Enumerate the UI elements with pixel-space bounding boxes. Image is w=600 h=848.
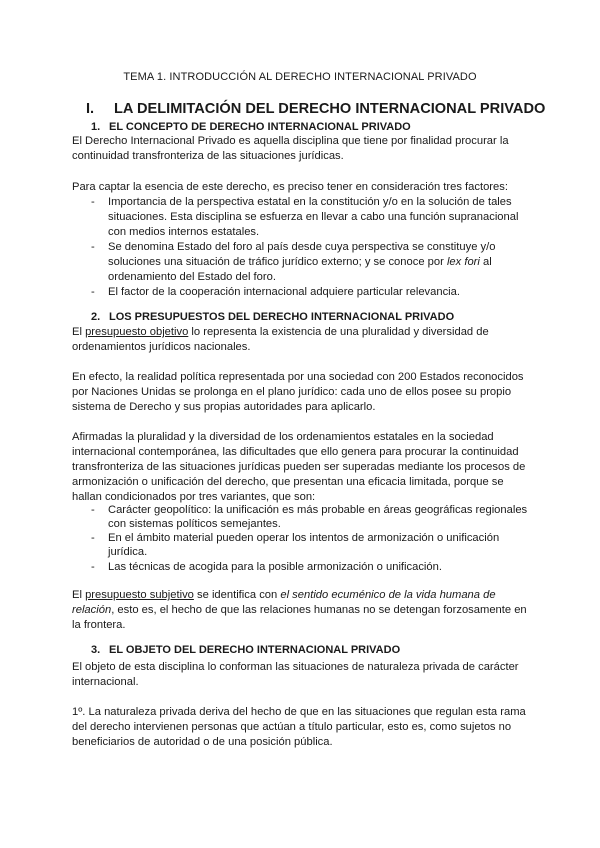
subsection-heading-2 [91,310,454,325]
subsection-title: EL OBJETO DEL DERECHO INTERNACIONAL PRIVADO [109,644,401,656]
paragraph-line: Afirmadas la pluralidad y la diversidad de los ordenamientos estatales en la sociedad [72,431,494,443]
text-span: se identifica con [193,589,281,601]
paragraph-line [72,588,496,603]
subsection-number: 3. [91,644,101,656]
bullet-dash: - [91,286,95,298]
bullet-dash: - [91,241,95,253]
italic-quote: relación [72,604,112,616]
paragraph-line: beneficiarios de autoridad o de una posición pública. [72,736,333,748]
paragraph-line: continuidad transfronteriza de las situaciones jurídicas. [72,150,344,162]
section-title: LA DELIMITACIÓN DEL DERECHO INTERNACIONAL PRIVADO [114,101,546,117]
paragraph-line: sistema de Derecho y sus propias autoridades para aplicarlo. [72,401,376,413]
paragraph-line: la frontera. [72,619,126,631]
bullet-line: con medios internos estatales. [108,226,260,238]
subsection-number: 1. [91,121,101,133]
subsection-title: LOS PRESUPUESTOS DEL DERECHO INTERNACIONAL PRIVADO [109,311,455,323]
paragraph-line: Para captar la esencia de este derecho, es preciso tener en consideración tres factores: [72,181,508,193]
text-span: El [72,326,86,338]
paragraph-line: internacional contemporánea, las dificultades que ello genera para procurar la continuidad [72,446,519,458]
italic-quote: el sentido ecuménico de la vida humana de [280,589,496,601]
paragraph-line: internacional. [72,676,139,688]
bullet-line: Carácter geopolítico: la unificación es más probable en áreas geográficas regionales [108,504,528,516]
paragraph-line: El objeto de esta disciplina lo conforman las situaciones de naturaleza privada de carácter [72,661,519,673]
paragraph-line: ordenamientos jurídicos nacionales. [72,341,251,353]
bullet-line: En el ámbito material pueden operar los intentos de armonización o unificación [108,532,500,544]
text-span: El [72,589,86,601]
subsection-heading-1 [91,120,411,135]
subsection-number: 2. [91,311,101,323]
subsection-title: EL CONCEPTO DE DERECHO INTERNACIONAL PRIVADO [109,121,411,133]
section-heading-i [86,100,545,118]
bullet-line: Importancia de la perspectiva estatal en la constitución y/o en la solución de tales [108,196,512,208]
paragraph-line: El Derecho Internacional Privado es aquella disciplina que tiene por finalidad procurar la [72,135,509,147]
bullet-line: ordenamiento del Estado del foro. [108,271,276,283]
paragraph-line: por Naciones Unidas se prolonga en el plano jurídico: cada uno de ellos posee su propio [72,386,512,398]
bullet-line: jurídica. [108,546,148,558]
bullet-dash: - [91,504,95,516]
section-number: I. [86,101,95,117]
lex-fori-term: lex fori [446,256,480,268]
text-span: , esto es, el hecho de que las relaciones humanas no se detengan forzosamente en [111,604,527,616]
paragraph-line: armonización o unificación del derecho, que presentan una eficacia limitada, porque se [72,476,504,488]
paragraph-line: transfronteriza de las situaciones jurídicas pueden ser superadas mediante los procesos de [72,461,526,473]
text-span: soluciones una situación de tráfico jurídico externo; y se conoce por [108,256,447,268]
bullet-dash: - [91,532,95,544]
bullet-line: situaciones. Esta disciplina se esfuerza en llevar a cabo una función supranacional [108,211,519,223]
bullet-line: con sistemas políticos semejantes. [108,518,281,530]
presupuesto-subjetivo-term: presupuesto subjetivo [85,589,194,601]
paragraph-line: hallan condicionados por tres variantes, que son: [72,491,316,503]
document-title: TEMA 1. INTRODUCCIÓN AL DERECHO INTERNACIONAL PRIVADO [123,71,477,83]
bullet-line: El factor de la cooperación internacional adquiere particular relevancia. [108,286,460,298]
text-span: al [479,256,492,268]
presupuesto-objetivo-term: presupuesto objetivo [85,326,189,338]
subsection-heading-3 [91,643,400,658]
bullet-dash: - [91,561,95,573]
paragraph-line: En efecto, la realidad política representada por una sociedad con 200 Estados reconocidos [72,371,524,383]
bullet-line [108,255,492,270]
text-span: lo representa la existencia de una pluralidad y diversidad de [188,326,489,338]
paragraph-line [72,603,527,618]
bullet-line: Las técnicas de acogida para la posible armonización o unificación. [108,561,442,573]
bullet-dash: - [91,196,95,208]
paragraph-line [72,325,489,340]
bullet-line: Se denomina Estado del foro al país desde cuya perspectiva se constituye y/o [108,241,496,253]
paragraph-line: 1º. La naturaleza privada deriva del hecho de que en las situaciones que regulan esta rama [72,706,526,718]
paragraph-line: del derecho intervienen personas que actúan a título particular, esto es, como sujetos no [72,721,512,733]
